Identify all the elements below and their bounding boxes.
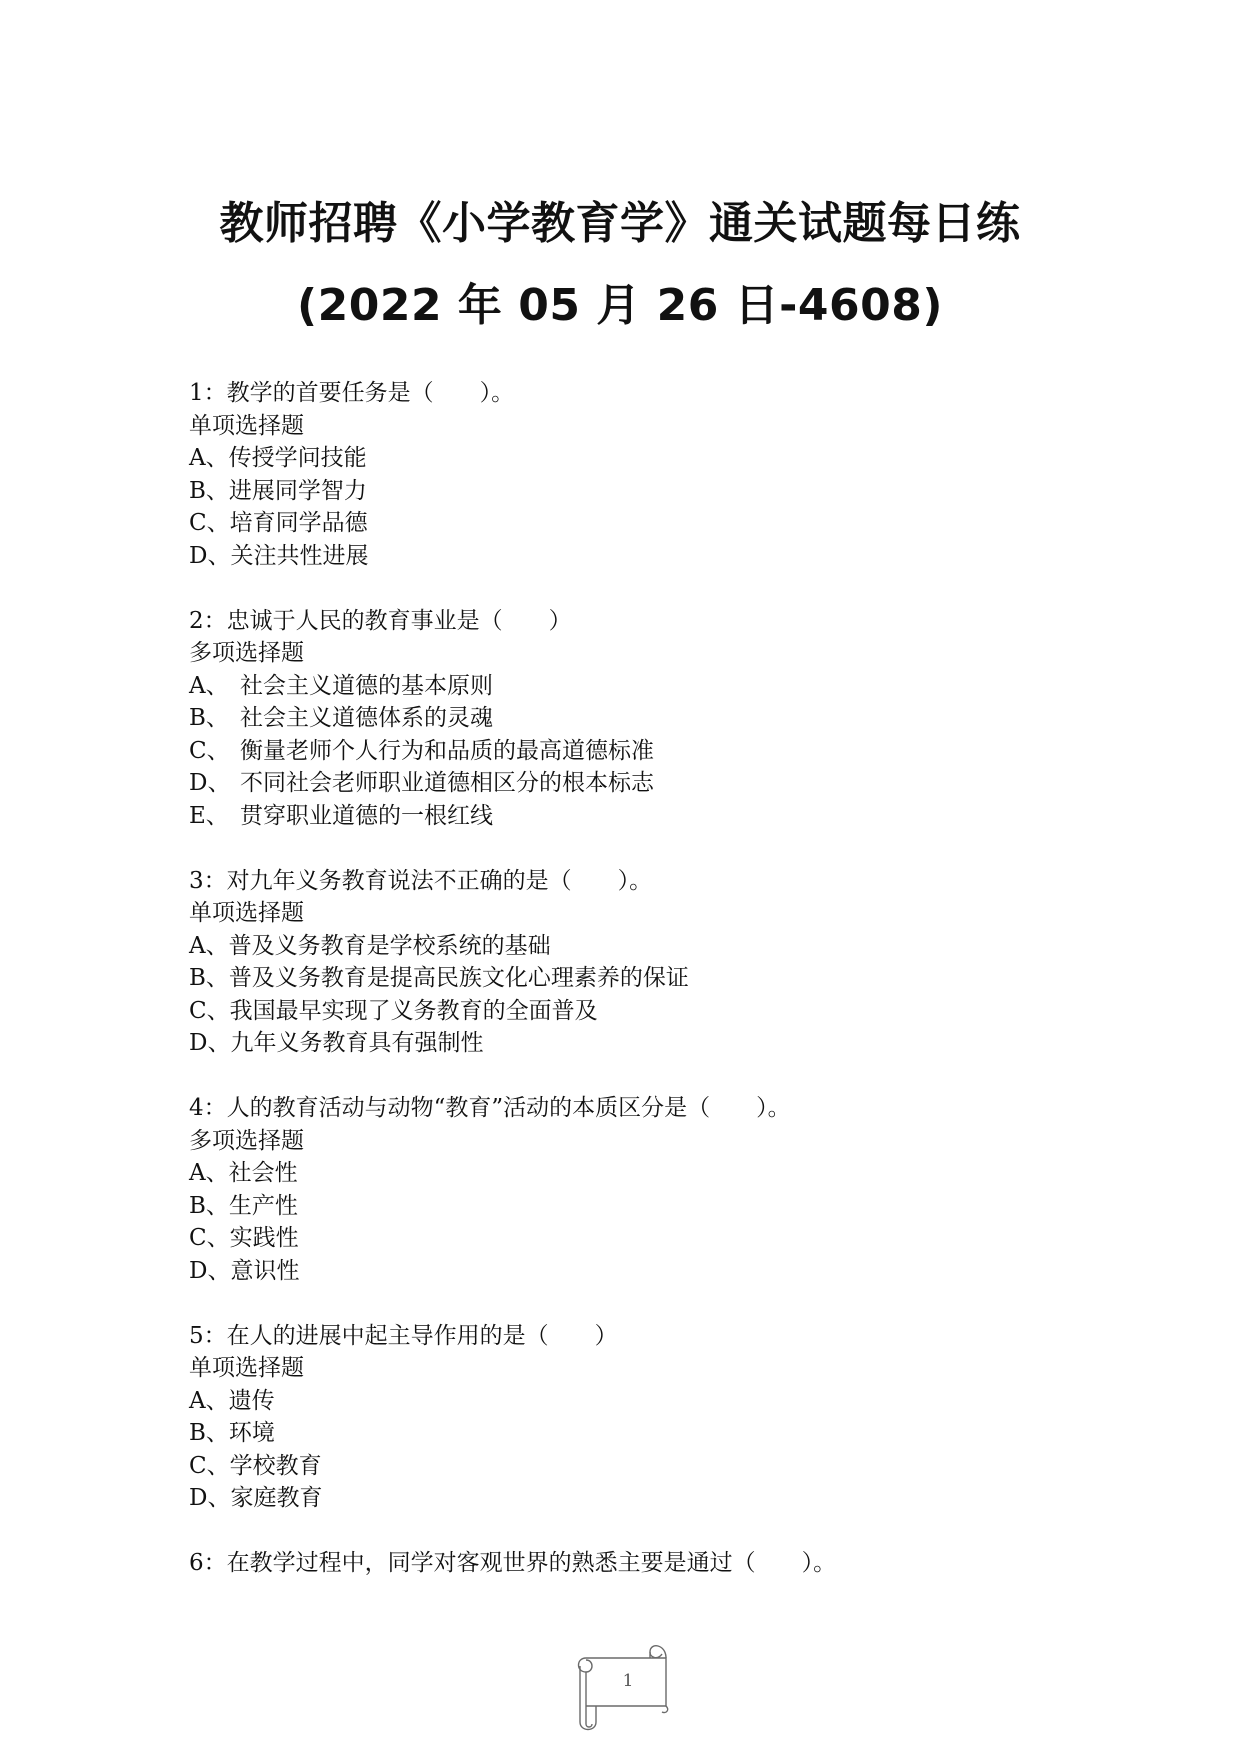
option-e bbox=[189, 800, 1149, 833]
option-label: B、 bbox=[189, 477, 229, 504]
option-label: D、 bbox=[189, 1257, 231, 1284]
option-text: 社会主义道德的基本原则 bbox=[240, 672, 493, 699]
option-text: 社会主义道德体系的灵魂 bbox=[240, 705, 493, 731]
option-a bbox=[189, 1385, 1149, 1418]
option-label: C、 bbox=[189, 1452, 230, 1479]
option-c bbox=[189, 1450, 1149, 1483]
option-a bbox=[189, 442, 1149, 475]
option-d bbox=[189, 540, 1149, 573]
document-title: 教师招聘《小学教育学》通关试题每日练 bbox=[219, 198, 1021, 249]
question-type: 单项选择题 bbox=[189, 412, 304, 439]
question-stem: 4：人的教育活动与动物“教育”活动的本质区分是（ ）。 bbox=[189, 1095, 791, 1121]
option-a bbox=[189, 670, 1149, 703]
question-stem: 6：在教学过程中，同学对客观世界的熟悉主要是通过（ ）。 bbox=[189, 1550, 837, 1576]
option-label: B、 bbox=[189, 705, 229, 731]
option-label: D、 bbox=[189, 770, 231, 796]
option-c bbox=[189, 1222, 1149, 1255]
option-text: 不同社会老师职业道德相区分的根本标志 bbox=[240, 770, 654, 796]
question-type: 单项选择题 bbox=[189, 900, 304, 926]
option-text: 普及义务教育是学校系统的基础 bbox=[228, 932, 551, 959]
option-text: 实践性 bbox=[229, 1225, 299, 1251]
option-c bbox=[189, 735, 1149, 768]
option-text: 贯穿职业道德的一根红线 bbox=[240, 802, 493, 829]
question-type: 多项选择题 bbox=[189, 1127, 304, 1154]
option-text: 传授学问技能 bbox=[228, 445, 367, 471]
option-label: B、 bbox=[189, 965, 229, 991]
option-b bbox=[189, 702, 1149, 735]
question-4 bbox=[189, 1092, 1149, 1287]
option-label: C、 bbox=[189, 737, 230, 764]
option-b bbox=[189, 1190, 1149, 1223]
option-a bbox=[189, 930, 1149, 963]
option-b bbox=[189, 475, 1149, 508]
option-text: 环境 bbox=[228, 1420, 275, 1446]
option-text: 社会性 bbox=[228, 1160, 298, 1186]
option-label: C、 bbox=[189, 510, 230, 536]
question-2 bbox=[189, 605, 1149, 833]
option-c bbox=[189, 507, 1149, 540]
option-text: 学校教育 bbox=[229, 1452, 322, 1479]
question-stem: 3：对九年义务教育说法不正确的是（ ）。 bbox=[189, 867, 653, 894]
option-d bbox=[189, 1027, 1149, 1060]
question-3 bbox=[189, 865, 1149, 1060]
page-number-scroll bbox=[566, 1636, 684, 1736]
option-text: 意识性 bbox=[230, 1257, 300, 1284]
question-5 bbox=[189, 1320, 1149, 1515]
option-label: A、 bbox=[189, 672, 229, 699]
question-6 bbox=[189, 1547, 1149, 1580]
option-text: 进展同学智力 bbox=[228, 477, 367, 504]
option-b bbox=[189, 962, 1149, 995]
option-text: 我国最早实现了义务教育的全面普及 bbox=[229, 997, 598, 1024]
option-label: E、 bbox=[189, 802, 229, 829]
option-d bbox=[189, 1255, 1149, 1288]
option-text: 家庭教育 bbox=[230, 1485, 323, 1511]
option-b bbox=[189, 1417, 1149, 1450]
option-d bbox=[189, 1482, 1149, 1515]
question-stem: 2：忠诚于人民的教育事业是（ ） bbox=[189, 607, 572, 634]
page-number: 1 bbox=[622, 1671, 634, 1691]
option-text: 生产性 bbox=[228, 1192, 298, 1219]
option-label: D、 bbox=[189, 1485, 231, 1511]
option-text: 关注共性进展 bbox=[230, 542, 369, 569]
option-text: 培育同学品德 bbox=[229, 510, 368, 536]
question-1 bbox=[189, 377, 1149, 572]
option-label: B、 bbox=[189, 1192, 229, 1219]
option-label: C、 bbox=[189, 1225, 230, 1251]
question-stem: 1：教学的首要任务是（ ）。 bbox=[189, 380, 515, 406]
option-text: 遗传 bbox=[228, 1387, 275, 1414]
option-d bbox=[189, 767, 1149, 800]
option-text: 衡量老师个人行为和品质的最高道德标准 bbox=[240, 737, 654, 764]
option-label: A、 bbox=[189, 932, 229, 959]
option-label: A、 bbox=[189, 1387, 229, 1414]
option-label: D、 bbox=[189, 542, 231, 569]
option-c bbox=[189, 995, 1149, 1028]
question-type: 多项选择题 bbox=[189, 640, 304, 666]
question-list bbox=[189, 377, 1149, 1612]
option-label: A、 bbox=[189, 445, 229, 471]
option-a bbox=[189, 1157, 1149, 1190]
option-label: B、 bbox=[189, 1420, 229, 1446]
question-stem: 5：在人的进展中起主导作用的是（ ） bbox=[189, 1322, 618, 1349]
option-text: 九年义务教育具有强制性 bbox=[230, 1030, 484, 1056]
option-label: C、 bbox=[189, 997, 230, 1024]
question-type: 单项选择题 bbox=[189, 1355, 304, 1381]
document-subtitle-date: (2022 年 05 月 26 日-4608) bbox=[297, 280, 943, 331]
option-label: A、 bbox=[189, 1160, 229, 1186]
option-label: D、 bbox=[189, 1030, 231, 1056]
option-text: 普及义务教育是提高民族文化心理素养的保证 bbox=[228, 965, 689, 991]
